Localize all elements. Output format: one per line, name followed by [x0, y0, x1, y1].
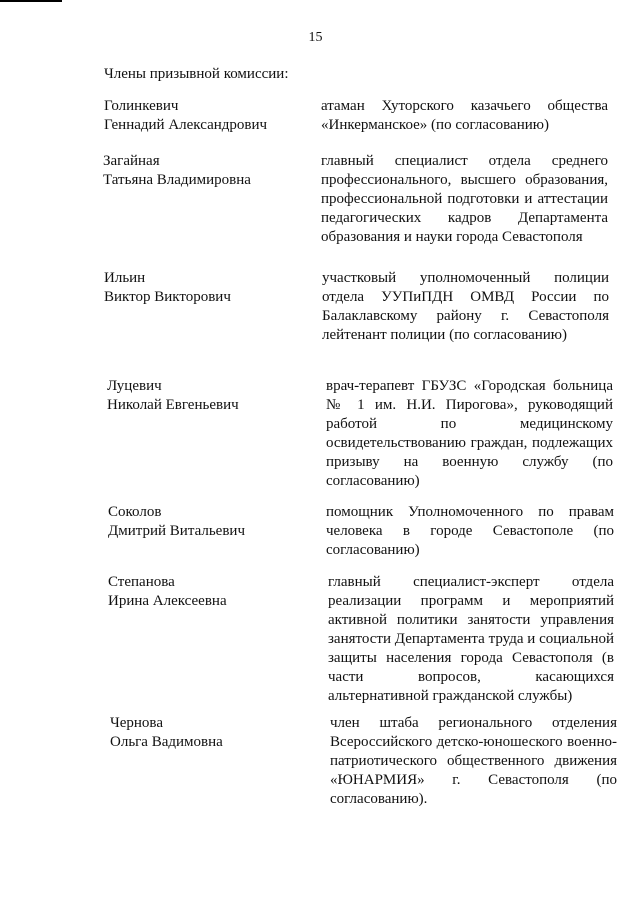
section-heading: Члены призывной комиссии:: [104, 66, 289, 82]
member-first-names: Ирина Алексеевна: [108, 593, 227, 609]
member-first-names: Ольга Вадимовна: [110, 734, 223, 750]
member-first-names: Виктор Викторович: [104, 289, 231, 305]
member-last-name: Луцевич: [107, 378, 162, 394]
member-role: главный специалист отдела среднего профессионального, высшего образования, профессиональной подготовки и аттестации педагогических кадров Департамента образования и науки города Севастополя: [321, 153, 608, 245]
member-name: [108, 503, 318, 541]
member-name: [110, 714, 320, 752]
member-last-name: Ильин: [104, 270, 146, 286]
member-name: [103, 152, 313, 190]
page-number: 15: [308, 30, 323, 45]
member-role: участковый уполномоченный полиции отдела УУПиПДН ОМВД России по Балаклавскому району г. Севастополя лейтенант полиции (по согласованию): [322, 270, 609, 343]
member-name: [104, 269, 314, 307]
member-first-names: Геннадий Александрович: [104, 117, 268, 133]
member-first-names: Татьяна Владимировна: [103, 172, 251, 188]
member-role: член штаба регионального отделения Всероссийского детско-юношеского военно-патриотического общественного движения «ЮНАРМИЯ» г. Севастополя (по согласованию).: [330, 715, 617, 807]
page-top-edge-mark: [0, 0, 62, 2]
member-first-names: Дмитрий Витальевич: [108, 523, 245, 539]
member-role: атаман Хуторского казачьего общества «Инкерманское» (по согласованию): [321, 98, 608, 133]
member-last-name: Чернова: [110, 715, 163, 731]
member-name: [108, 573, 318, 611]
member-role: главный специалист-эксперт отдела реализации программ и мероприятий активной политики занятости управления занятости Департамента труда и социальной защиты населения города Севастополя (в части вопросов, касающихся альтернативной гражданской службы): [328, 574, 614, 704]
member-name: [104, 97, 314, 135]
member-last-name: Загайная: [103, 153, 160, 169]
member-last-name: Голинкевич: [104, 98, 179, 114]
member-role: врач-терапевт ГБУЗС «Городская больница № 1 им. Н.И. Пирогова», руководящий работой по медицинскому освидетельствованию граждан, подлежащих призыву на военную службу (по согласованию): [326, 378, 613, 489]
member-last-name: Степанова: [108, 574, 175, 590]
member-last-name: Соколов: [108, 504, 162, 520]
member-role: помощник Уполномоченного по правам человека в городе Севастополе (по согласованию): [326, 504, 614, 558]
member-first-names: Николай Евгеньевич: [107, 397, 239, 413]
member-name: [107, 377, 317, 415]
